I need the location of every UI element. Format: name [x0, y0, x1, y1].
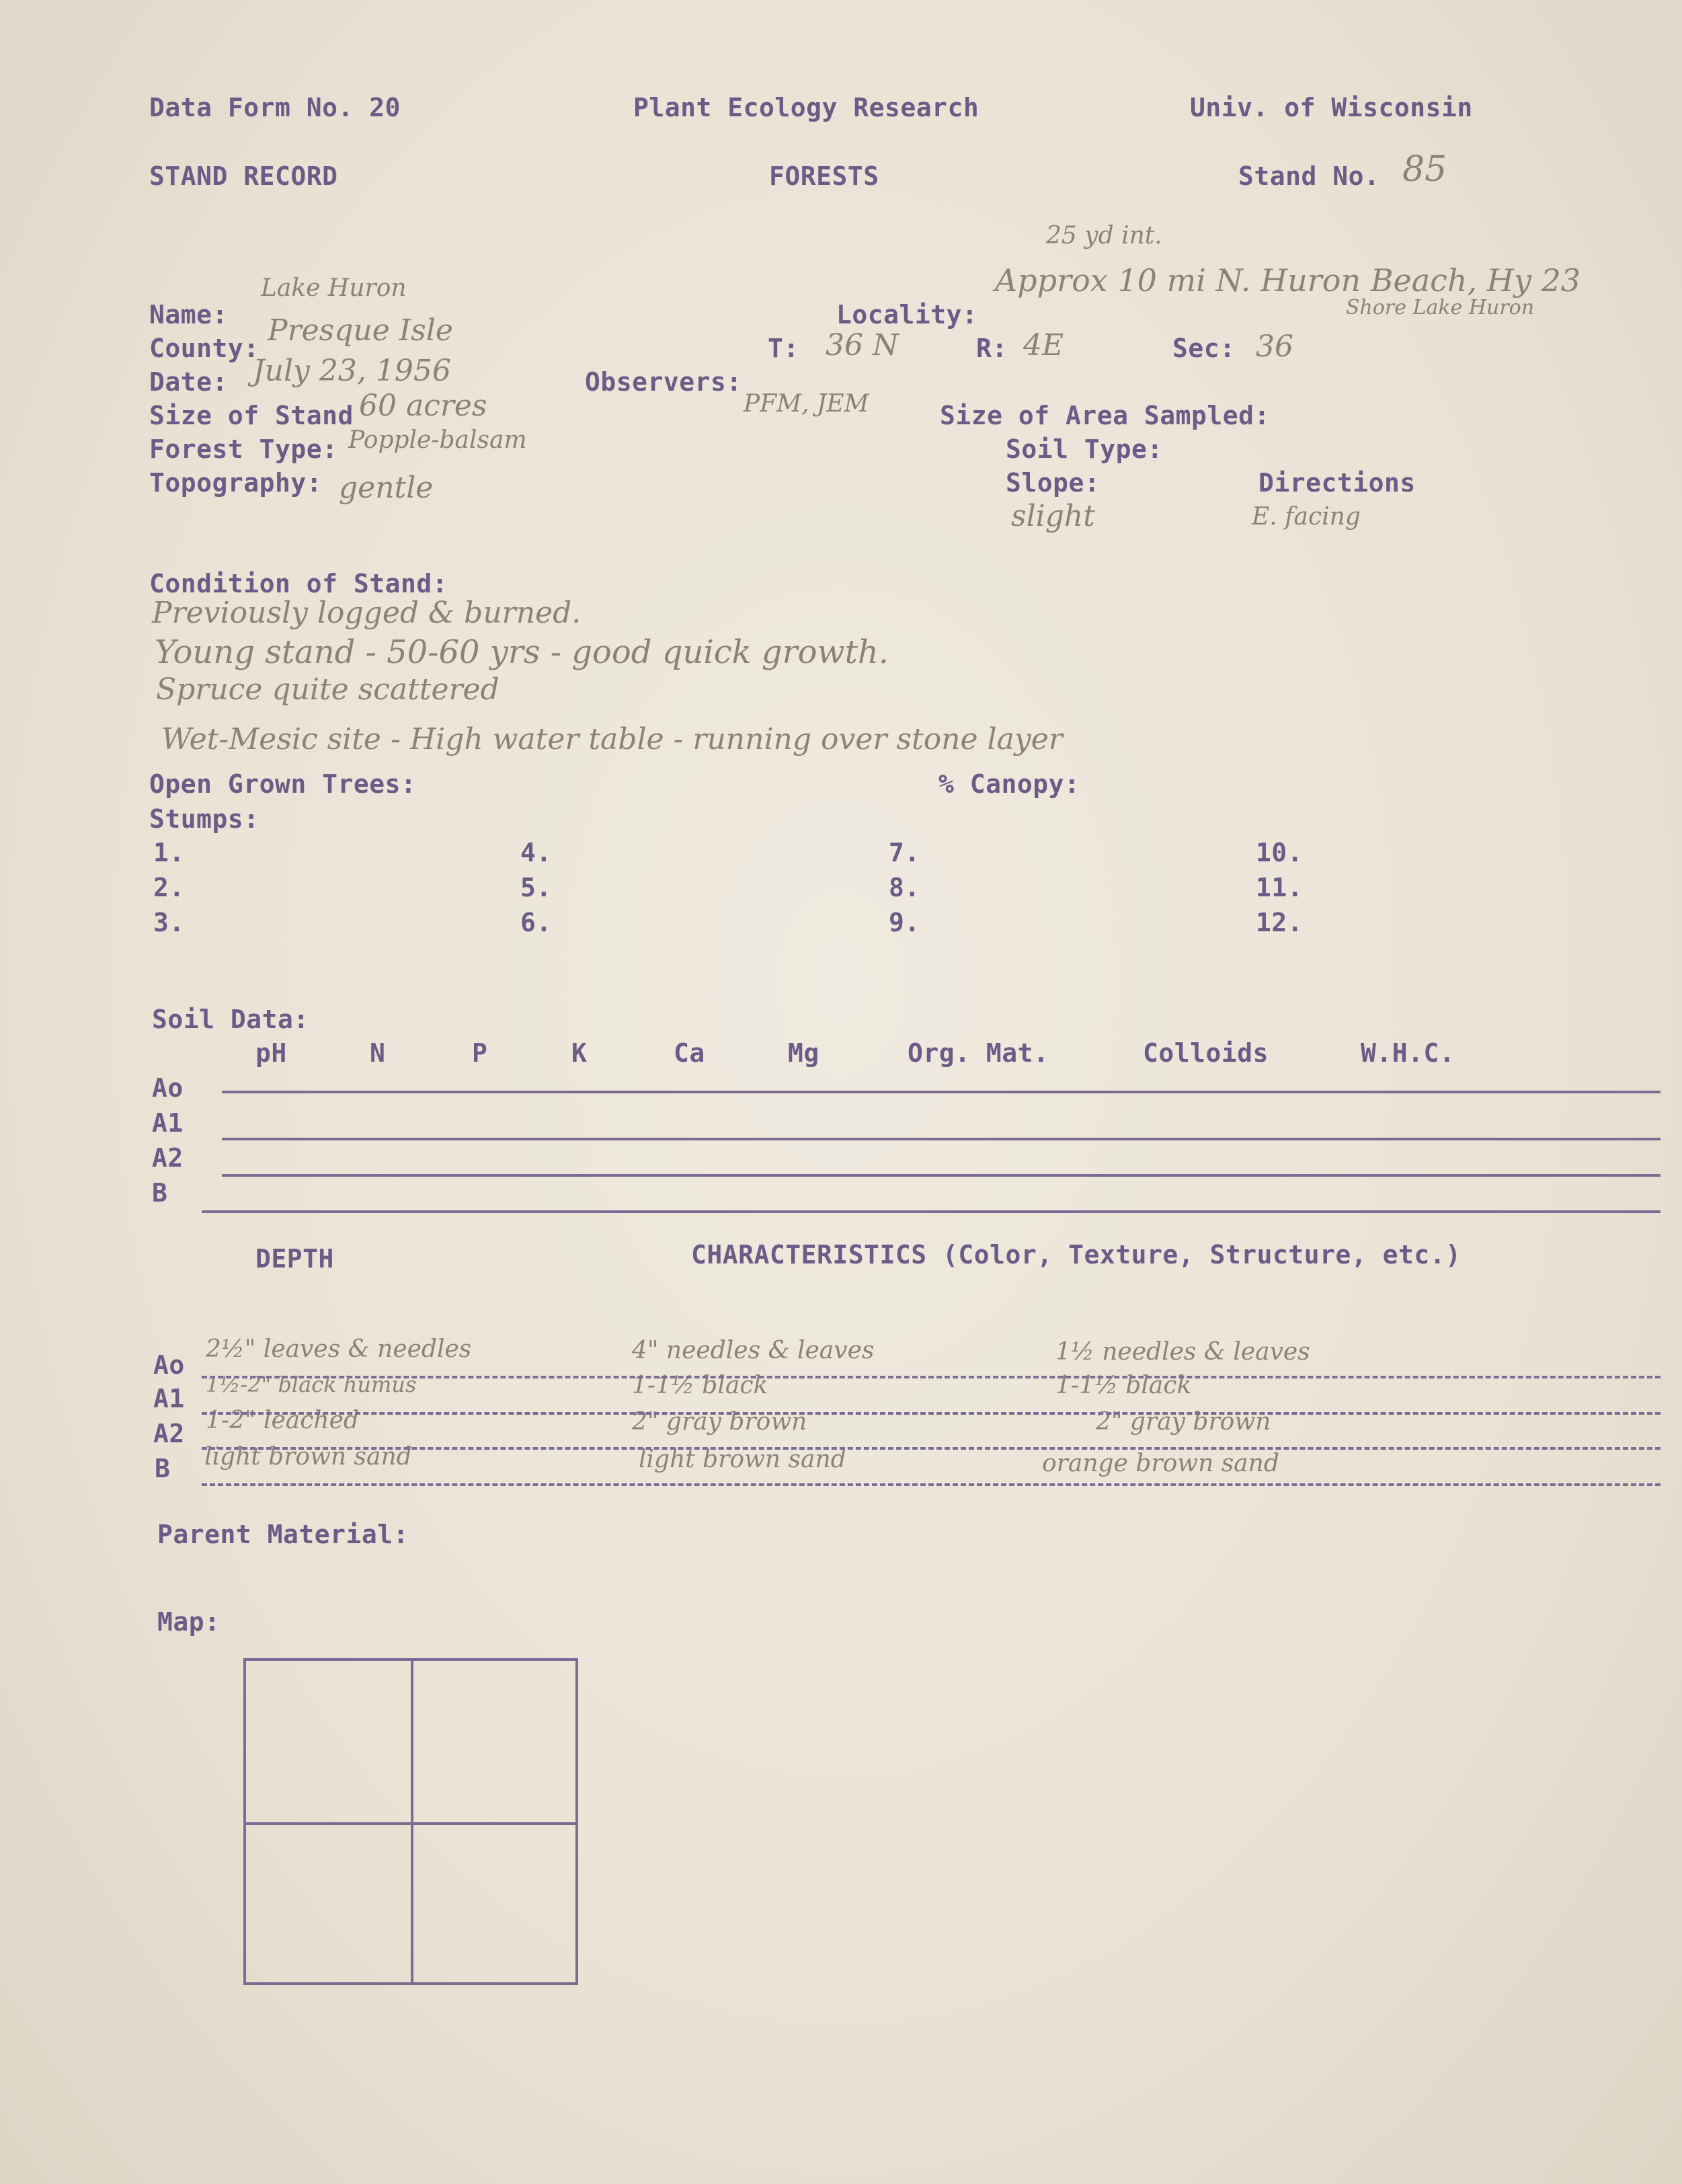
stump-number: 6. — [520, 908, 552, 937]
area-sampled-label: Size of Area Sampled: — [940, 401, 1270, 430]
soil-column: W.H.C. — [1361, 1038, 1455, 1068]
soil-column: pH — [255, 1038, 287, 1068]
soil-column: P — [472, 1038, 488, 1068]
characteristic-cell: light brown sand — [639, 1446, 846, 1473]
forest-type-value: Popple-balsam — [348, 426, 527, 454]
depth-row-line — [202, 1412, 1660, 1415]
soil-column: Colloids — [1143, 1038, 1269, 1068]
depth-cell: 1-2" leached — [206, 1407, 359, 1434]
condition-line: Young stand - 50-60 yrs - good quick growth. — [155, 633, 889, 671]
soil-row-line — [202, 1210, 1660, 1213]
characteristics-label: CHARACTERISTICS (Color, Texture, Structure, etc.) — [691, 1240, 1461, 1270]
slope-value: slight — [1011, 499, 1095, 533]
condition-line: Wet-Mesic site - High water table - running over stone layer — [161, 722, 1063, 756]
condition-line: Previously logged & burned. — [152, 596, 582, 630]
organization: Plant Ecology Research — [633, 93, 979, 122]
depth-label: DEPTH — [255, 1244, 334, 1274]
township-value: 36 N — [826, 328, 899, 362]
depth-cell: 1½-2" black humus — [206, 1372, 417, 1397]
depth-cell: light brown sand — [204, 1443, 412, 1471]
university: Univ. of Wisconsin — [1190, 93, 1473, 122]
soil-column: N — [370, 1038, 386, 1068]
depth-row-line — [202, 1376, 1660, 1378]
forest-type-label: Forest Type: — [149, 434, 338, 464]
locality-label: Locality: — [836, 300, 978, 329]
stand-number-value: 85 — [1402, 149, 1447, 190]
observers-label: Observers: — [585, 367, 742, 397]
locality-note: 25 yd int. — [1046, 222, 1162, 249]
form-number: Data Form No. 20 — [149, 93, 401, 122]
stump-number: 2. — [153, 873, 185, 902]
horizon-label: A1 — [153, 1384, 185, 1413]
locality-extra: Shore Lake Huron — [1346, 296, 1535, 319]
soil-row-label: B — [152, 1178, 168, 1208]
name-label: Name: — [149, 300, 228, 329]
size-value: 60 acres — [359, 389, 487, 423]
date-value: July 23, 1956 — [253, 354, 451, 388]
soil-data-label: Soil Data: — [152, 1005, 309, 1034]
soil-row-line — [222, 1174, 1660, 1177]
canopy-label: % Canopy: — [938, 769, 1080, 799]
range-value: 4E — [1023, 328, 1064, 362]
depth-row-line — [202, 1447, 1660, 1450]
characteristic-cell: 1½ needles & leaves — [1055, 1338, 1310, 1366]
county-label: County: — [149, 334, 259, 363]
soil-row-line — [222, 1091, 1660, 1093]
date-label: Date: — [149, 367, 228, 397]
stump-number: 9. — [889, 908, 920, 937]
slope-label: Slope: — [1006, 468, 1100, 498]
county-value: Presque Isle — [268, 313, 453, 348]
stumps-label: Stumps: — [149, 804, 259, 834]
soil-column: K — [571, 1038, 588, 1068]
stump-number: 10. — [1256, 838, 1304, 867]
soil-row-label: Ao — [152, 1073, 184, 1103]
characteristic-cell: 4" needles & leaves — [632, 1337, 875, 1364]
map-divider-horizontal — [246, 1822, 575, 1825]
section-value: 36 — [1256, 329, 1293, 364]
locality-value: Approx 10 mi N. Huron Beach, Hy 23 — [995, 262, 1581, 299]
name-value: Lake Huron — [261, 274, 407, 302]
topography-value: gentle — [339, 471, 434, 505]
soil-column: Mg — [788, 1038, 819, 1068]
observers-value: PFM, JEM — [744, 390, 869, 418]
characteristic-cell: 2" gray brown — [632, 1408, 807, 1436]
condition-label: Condition of Stand: — [149, 569, 448, 598]
category-title: FORESTS — [769, 161, 879, 191]
depth-row-line — [202, 1483, 1660, 1486]
stand-number-label: Stand No. — [1238, 161, 1380, 191]
map-label: Map: — [157, 1607, 221, 1637]
characteristic-cell: 2" gray brown — [1096, 1408, 1271, 1436]
soil-column: Org. Mat. — [908, 1038, 1049, 1068]
stump-number: 11. — [1256, 873, 1304, 902]
township-label: T: — [768, 334, 799, 363]
record-title: STAND RECORD — [149, 161, 338, 191]
topography-label: Topography: — [149, 468, 323, 498]
directions-label: Directions — [1258, 468, 1416, 498]
characteristic-cell: 1-1½ black — [632, 1372, 768, 1399]
soil-column: Ca — [674, 1038, 705, 1068]
characteristic-cell: 1-1½ black — [1055, 1372, 1192, 1399]
soil-row-label: A2 — [152, 1143, 184, 1173]
horizon-label: B — [155, 1454, 171, 1483]
soil-row-line — [222, 1138, 1660, 1140]
stump-number: 8. — [889, 873, 920, 902]
section-label: Sec: — [1172, 334, 1236, 363]
range-label: R: — [976, 334, 1008, 363]
horizon-label: A2 — [153, 1419, 185, 1448]
size-label: Size of Stand — [149, 401, 354, 430]
characteristic-cell: orange brown sand — [1042, 1450, 1279, 1477]
soil-row-label: A1 — [152, 1108, 184, 1138]
stump-number: 3. — [153, 908, 185, 937]
depth-cell: 2½" leaves & needles — [206, 1335, 472, 1363]
open-grown-label: Open Grown Trees: — [149, 769, 417, 799]
map-divider-vertical — [411, 1661, 413, 1982]
stump-number: 7. — [889, 838, 920, 867]
horizon-label: Ao — [153, 1350, 185, 1380]
map-grid — [243, 1658, 578, 1985]
stump-number: 12. — [1256, 908, 1304, 937]
parent-material-label: Parent Material: — [157, 1520, 409, 1549]
directions-value: E. facing — [1252, 503, 1361, 531]
condition-line: Spruce quite scattered — [156, 672, 499, 707]
stump-number: 1. — [153, 838, 185, 867]
soil-type-label: Soil Type: — [1006, 434, 1163, 464]
stump-number: 5. — [520, 873, 552, 902]
stump-number: 4. — [520, 838, 552, 867]
